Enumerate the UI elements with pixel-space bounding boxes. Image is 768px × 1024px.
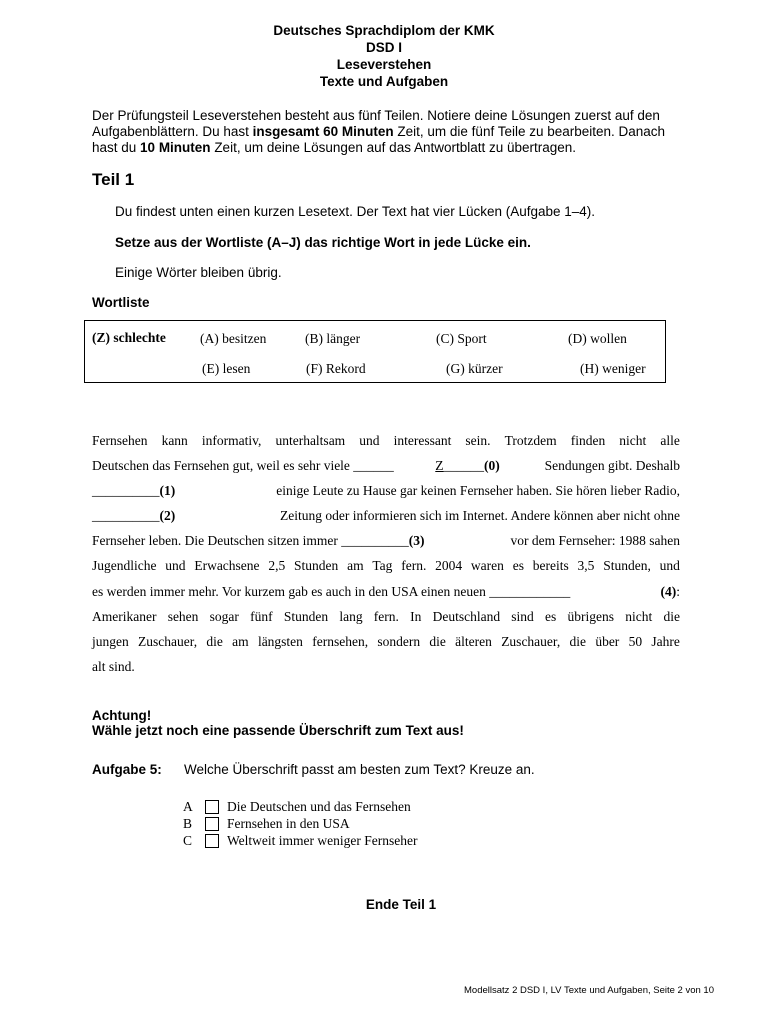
reading-text xyxy=(92,428,680,679)
text-word: Stunden xyxy=(283,608,329,624)
gap-1: __________ xyxy=(92,483,160,499)
text-fragment: Zeitung oder informieren sich im Internet. Andere können aber nicht ohne xyxy=(276,508,680,524)
text-word: es xyxy=(512,558,524,574)
text-word: Jahre xyxy=(651,633,680,649)
wordlist-label: Wortliste xyxy=(92,295,150,310)
text-word: nicht xyxy=(625,608,653,624)
text-word: finden xyxy=(570,433,606,448)
intro-text-1: Der Prüfungsteil Leseverstehen besteht aus fünf Teilen. Notiere deine Lösungen zuerst auf den Aufgabenblättern. Du hast xyxy=(92,108,660,139)
intro-text-3: Zeit, um deine Lösungen auf das Antwortblatt zu übertragen. xyxy=(210,140,577,155)
word-e: (E) lesen xyxy=(202,361,251,376)
text-word: Amerikaner xyxy=(92,608,157,624)
text-word: fern. xyxy=(373,608,399,624)
text-word: In xyxy=(410,608,422,624)
gap-number-3: (3) xyxy=(408,533,425,549)
text-word: Jugendliche xyxy=(92,558,157,574)
page-footer: Modellsatz 2 DSD I, LV Texte und Aufgaben, Seite 2 von 10 xyxy=(464,985,714,996)
text-word: Tag xyxy=(372,558,393,574)
option-b xyxy=(183,815,350,832)
header-section: Leseverstehen xyxy=(336,57,432,72)
text-fragment: vor dem Fernseher: 1988 sahen xyxy=(507,533,680,549)
gap-3: Fernseher leben. Die Deutschen sitzen immer __________ xyxy=(92,533,409,549)
option-c-checkbox[interactable] xyxy=(205,834,219,848)
instruction-1: Du findest unten einen kurzen Lesetext. Der Text hat vier Lücken (Aufgabe 1–4). xyxy=(115,204,596,219)
text-word: sogar xyxy=(209,608,239,624)
text-word: jungen xyxy=(92,633,129,649)
option-letter: B xyxy=(183,815,193,831)
text-word: Fernsehen xyxy=(92,433,148,448)
text-word: nicht xyxy=(619,433,647,448)
section-title: Teil 1 xyxy=(92,170,135,189)
text-word: Stunden xyxy=(294,558,339,574)
word-d: (D) wollen xyxy=(568,331,627,346)
header-title: Deutsches Sprachdiplom der KMK xyxy=(273,23,495,38)
text-word: übrigens xyxy=(567,608,614,624)
text-word: und xyxy=(659,558,680,574)
document-header xyxy=(0,22,768,90)
text-line xyxy=(92,428,680,453)
option-a xyxy=(183,798,411,815)
text-word: kann xyxy=(161,433,188,448)
text-line xyxy=(92,553,680,578)
text-word: 2004 xyxy=(435,558,463,574)
option-b-checkbox[interactable] xyxy=(205,817,219,831)
text-word: bereits xyxy=(532,558,569,574)
text-word: die xyxy=(206,633,223,649)
text-word: die xyxy=(569,633,587,649)
text-word: sein. xyxy=(465,433,491,448)
instruction-3: Einige Wörter bleiben übrig. xyxy=(115,265,282,280)
header-subtitle: Texte und Aufgaben xyxy=(319,74,449,89)
text-word: unterhaltsam xyxy=(275,433,346,448)
text-line xyxy=(92,528,680,553)
text-word: es xyxy=(545,608,557,624)
example-answer: Z xyxy=(435,458,444,474)
text-word: fernsehen, xyxy=(312,633,369,649)
notice-instruction: Wähle jetzt noch eine passende Überschrift zum Text aus! xyxy=(92,723,464,738)
gap-4: es werden immer mehr. Vor kurzem gab es auch in den USA einen neuen ____________ xyxy=(92,583,571,599)
text-word: Trotzdem xyxy=(504,433,557,448)
text-word: längsten xyxy=(257,633,303,649)
text-word: Zuschauer, xyxy=(138,633,198,649)
word-h: (H) weniger xyxy=(580,361,646,376)
word-a: (A) besitzen xyxy=(200,331,267,346)
intro-text-2: Zeit, um die fünf Teile zu bearbeiten. Danach hast du xyxy=(92,124,666,155)
text-word: Zuschauer, xyxy=(501,633,561,649)
header-level: DSD I xyxy=(365,40,402,55)
option-text: Die Deutschen und das Fernsehen xyxy=(227,798,411,814)
gap-number-4: (4) xyxy=(660,583,677,599)
intro-paragraph xyxy=(92,108,692,156)
text-word: informativ, xyxy=(201,433,262,448)
text-line xyxy=(92,453,680,478)
text-word: 3,5 xyxy=(577,558,595,574)
text-fragment: : xyxy=(676,583,680,599)
text-word: 50 xyxy=(628,633,643,649)
text-line xyxy=(92,654,680,679)
option-a-checkbox[interactable] xyxy=(205,800,219,814)
text-line xyxy=(92,604,680,629)
text-word: und xyxy=(359,433,380,448)
option-letter: C xyxy=(183,832,193,848)
text-word: älteren xyxy=(455,633,492,649)
text-fragment: Sendungen gibt. Deshalb xyxy=(541,458,680,474)
text-line xyxy=(92,629,680,654)
intro-bold-time-total: insgesamt 60 Minuten xyxy=(252,124,394,139)
word-f: (F) Rekord xyxy=(306,361,366,376)
text-word: über xyxy=(595,633,620,649)
text-word: Stunden, xyxy=(603,558,651,574)
text-word: Erwachsene xyxy=(194,558,260,574)
text-fragment: einige Leute zu Hause gar keinen Fernseher haben. Sie hören lieber Radio, xyxy=(272,483,680,499)
text-word: fern. xyxy=(401,558,427,574)
text-word: Deutschland xyxy=(432,608,501,624)
option-text: Weltweit immer weniger Fernseher xyxy=(227,832,418,848)
word-b: (B) länger xyxy=(305,331,361,346)
text-word: waren xyxy=(470,558,504,574)
wordlist-box xyxy=(84,320,666,383)
option-letter: A xyxy=(183,798,193,814)
wordlist-example: (Z) schlechte xyxy=(92,330,166,345)
gap-0: ______ xyxy=(443,458,485,474)
task-5-label: Aufgabe 5: xyxy=(92,762,162,777)
intro-bold-time-transfer: 10 Minuten xyxy=(140,140,211,155)
option-c xyxy=(183,832,417,849)
text-word: am xyxy=(232,633,249,649)
gap-2: __________ xyxy=(92,508,160,524)
task-5 xyxy=(92,762,535,777)
text-word: alle xyxy=(660,433,680,448)
text-word: lang xyxy=(339,608,363,624)
text-word: und xyxy=(165,558,186,574)
text-word: interessant xyxy=(393,433,452,448)
section-end: Ende Teil 1 xyxy=(365,897,437,912)
text-word: die xyxy=(663,608,680,624)
gap-number-2: (2) xyxy=(159,508,176,524)
text-line xyxy=(92,503,680,528)
text-word: am xyxy=(347,558,364,574)
text-fragment: alt sind. xyxy=(92,658,135,674)
instruction-2: Setze aus der Wortliste (A–J) das richtige Wort in jede Lücke ein. xyxy=(115,235,531,250)
notice-title: Achtung! xyxy=(92,708,152,723)
text-line xyxy=(92,579,680,604)
word-c: (C) Sport xyxy=(436,331,487,346)
word-g: (G) kürzer xyxy=(446,361,503,376)
text-word: sehen xyxy=(167,608,199,624)
text-line xyxy=(92,478,680,503)
gap-number-1: (1) xyxy=(159,483,176,499)
task-5-question: Welche Überschrift passt am besten zum Text? Kreuze an. xyxy=(184,762,535,777)
text-fragment: Deutschen das Fernsehen gut, weil es sehr viele ______ xyxy=(92,458,394,474)
notice xyxy=(92,708,464,738)
text-word: die xyxy=(429,633,446,649)
text-word: fünf xyxy=(250,608,273,624)
option-text: Fernsehen in den USA xyxy=(227,815,350,831)
text-word: sind xyxy=(511,608,534,624)
text-word: sondern xyxy=(377,633,421,649)
gap-number-0: (0) xyxy=(484,458,500,474)
text-word: 2,5 xyxy=(268,558,286,574)
